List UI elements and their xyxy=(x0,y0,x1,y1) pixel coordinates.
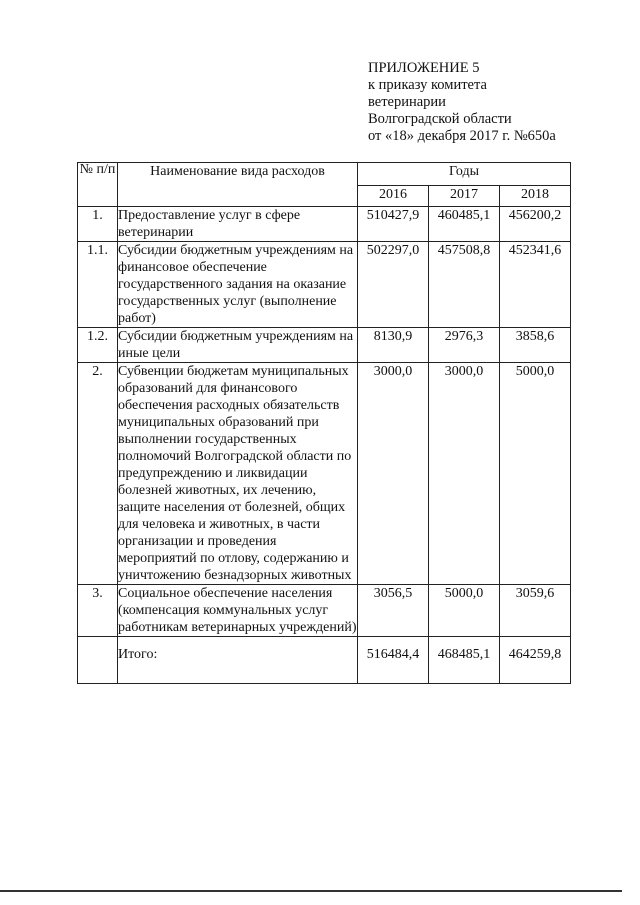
expenses-table xyxy=(77,162,571,684)
row-number: 1. xyxy=(78,207,118,242)
row-value-2017: 3000,0 xyxy=(429,363,500,585)
column-header-name: Наименование вида расходов xyxy=(118,163,358,207)
table-row xyxy=(78,363,571,585)
row-value-2017: 2976,3 xyxy=(429,328,500,363)
column-header-year-2018: 2018 xyxy=(500,186,571,207)
total-value-2018: 464259,8 xyxy=(500,637,571,684)
appendix-line-order: к приказу комитета xyxy=(368,77,487,93)
table-row xyxy=(78,242,571,328)
total-value-2017: 468485,1 xyxy=(429,637,500,684)
row-value-2018: 456200,2 xyxy=(500,207,571,242)
row-value-2018: 452341,6 xyxy=(500,242,571,328)
row-value-2018: 3059,6 xyxy=(500,585,571,637)
column-header-number: № п/п xyxy=(78,163,118,207)
appendix-line-committee: ветеринарии xyxy=(368,94,446,110)
total-label: Итого: xyxy=(118,637,358,684)
column-header-year-2017: 2017 xyxy=(429,186,500,207)
row-number: 2. xyxy=(78,363,118,585)
row-value-2018: 5000,0 xyxy=(500,363,571,585)
table-total-row xyxy=(78,637,571,684)
row-value-2016: 510427,9 xyxy=(358,207,429,242)
total-number-cell xyxy=(78,637,118,684)
row-name: Предоставление услуг в сфере ветеринарии xyxy=(118,207,358,242)
row-value-2016: 3000,0 xyxy=(358,363,429,585)
row-value-2016: 3056,5 xyxy=(358,585,429,637)
row-value-2017: 460485,1 xyxy=(429,207,500,242)
total-value-2016: 516484,4 xyxy=(358,637,429,684)
row-value-2017: 5000,0 xyxy=(429,585,500,637)
row-number: 1.1. xyxy=(78,242,118,328)
table-header-row xyxy=(78,163,571,186)
row-name: Субсидии бюджетным учреждениям на финансовое обеспечение государственного задания на оказание государственных услуг (выполнение работ) xyxy=(118,242,358,328)
row-value-2016: 8130,9 xyxy=(358,328,429,363)
appendix-title: ПРИЛОЖЕНИЕ 5 xyxy=(368,60,480,76)
row-value-2017: 457508,8 xyxy=(429,242,500,328)
table-row xyxy=(78,328,571,363)
table-row xyxy=(78,207,571,242)
row-number: 1.2. xyxy=(78,328,118,363)
row-name: Субвенции бюджетам муниципальных образований для финансового обеспечения расходных обязательств муниципальных образований при выполнении государственных полномочий Волгоградской области по предупреждению и ликвидации болезней животных, их лечению, защите населения от болезней, общих для человека и животных, в части организации и проведения мероприятий по отлову, содержанию и уничтожению безнадзорных животных xyxy=(118,363,358,585)
row-value-2016: 502297,0 xyxy=(358,242,429,328)
row-number: 3. xyxy=(78,585,118,637)
row-value-2018: 3858,6 xyxy=(500,328,571,363)
row-name: Социальное обеспечение населения (компенсация коммунальных услуг работникам ветеринарных учреждений) xyxy=(118,586,357,635)
page-bottom-rule xyxy=(0,890,622,892)
column-header-year-2016: 2016 xyxy=(358,186,429,207)
column-header-years: Годы xyxy=(358,163,571,186)
row-name: Субсидии бюджетным учреждениям на иные цели xyxy=(118,328,358,363)
table-row xyxy=(78,585,571,637)
appendix-line-date: от «18» декабря 2017 г. №650а xyxy=(368,128,556,144)
appendix-header xyxy=(368,60,628,145)
appendix-line-region: Волгоградской области xyxy=(368,111,512,127)
